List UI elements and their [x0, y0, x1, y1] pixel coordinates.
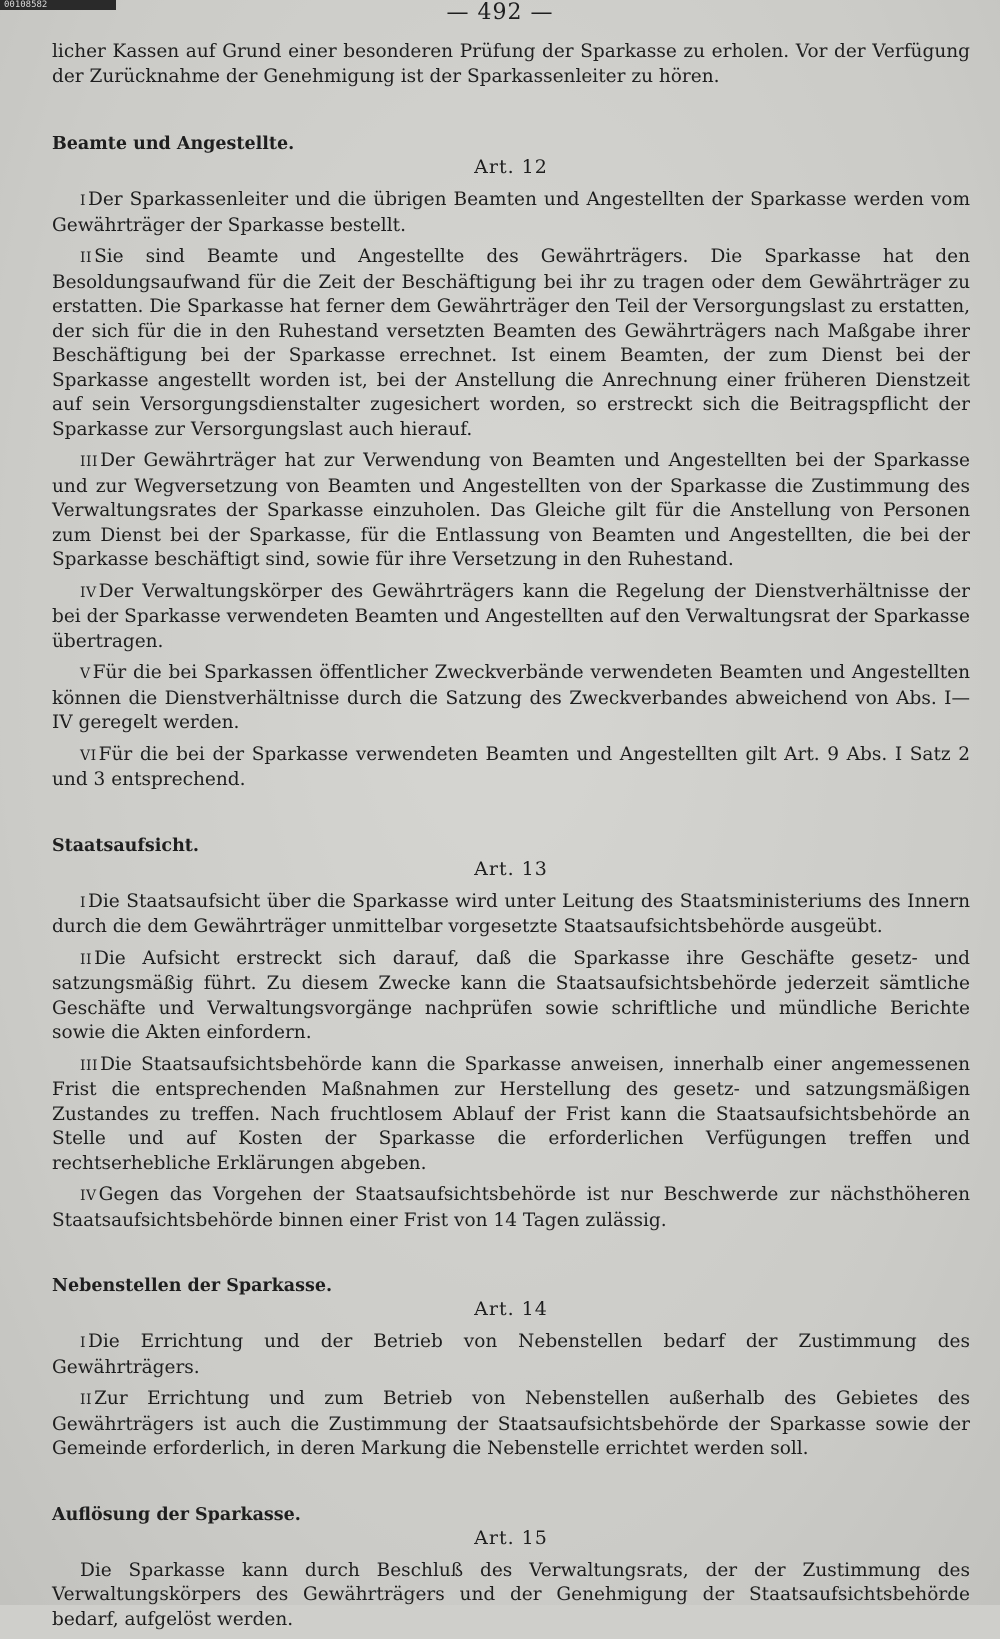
article-number: Art. 13: [474, 857, 548, 880]
intro-paragraph: licher Kassen auf Grund einer besonderen Prüfung der Sparkasse zu erholen. Vor der Verfügung der Zurücknahme der Genehmigung ist der Sparkassenleiter zu hören.: [52, 41, 970, 87]
article-paragraph: [52, 245, 970, 442]
section: [52, 1504, 970, 1633]
article-paragraph: [52, 1559, 970, 1633]
paragraph-number: VI: [80, 747, 97, 764]
section: [52, 1275, 970, 1462]
paragraph-number: IV: [80, 1188, 97, 1204]
paragraph-number: III: [80, 454, 99, 470]
paragraph-text: Die Staatsaufsichtsbehörde kann die Sparkasse anweisen, innerhalb einer angemessenen Frist die entsprechenden Maßnahmen zur Herstellung des gesetz- und satzungsmäßigen Zustandes zu treffen. Nach fruchtlosem Ablauf der Frist kann die Staatsaufsichtsbehörde an Stelle und auf Kosten der Sparkasse die erforderlichen Verfügungen treffen und rechtserhebliche Erklärungen abgeben.: [52, 1053, 970, 1174]
paragraph-text: Für die bei der Sparkasse verwendeten Beamten und Angestellten gilt Art. 9 Abs. I Satz 2 und 3 entsprechend.: [52, 743, 970, 790]
section-heading: Nebenstellen der Sparkasse.: [52, 1276, 333, 1296]
paragraph-number: V: [80, 666, 91, 682]
section: [52, 133, 970, 793]
paragraph-text: Die Sparkasse kann durch Beschluß des Verwaltungsrats, der der Zustimmung des Verwaltungskörpers des Gewährträgers und der Genehmigung der Staatsaufsichtsbehörde bedarf, aufgelöst werden.: [52, 1559, 970, 1630]
section-heading: Beamte und Angestellte.: [52, 134, 295, 154]
page-content: [52, 40, 970, 1639]
paragraph-text: Sie sind Beamte und Angestellte des Gewährträgers. Die Sparkasse hat den Besoldungsaufwand für die Zeit der Beschäftigung bei ihr zu tragen oder dem Gewährträger zu erstatten. Die Sparkasse hat ferner dem Gewährträger den Teil der Versorgungslast zu erstatten, der sich für die in den Ruhestand versetzten Beamten des Gewährträgers nach Maßgabe ihrer Beschäftigung bei der Sparkasse errechnet. Ist einem Beamten, der zum Dienst bei der Sparkasse angestellt worden ist, bei der Anstellung die Anrechnung einer früheren Dienstzeit auf sein Versorgungsdienstalter zugesichert worden, so erstreckt sich die Beitragspflicht der Sparkasse zur Versorgungslast auch hierauf.: [52, 246, 970, 440]
paragraph-text: Für die bei Sparkassen öffentlicher Zweckverbände verwendeten Beamten und Angestellten können die Dienstverhältnisse durch die Satzung des Zweckverbandes abweichend von Abs. I—IV geregelt werden.: [52, 662, 970, 733]
article-paragraph: [52, 449, 970, 573]
article-number: Art. 14: [474, 1298, 548, 1320]
paragraph-number: III: [80, 1057, 99, 1074]
page-number: — 492 —: [446, 0, 554, 25]
paragraph-text: Die Aufsicht erstreckt sich darauf, daß die Sparkasse ihre Geschäfte gesetz- und satzungsmäßig führt. Zu diesem Zwecke kann die Staatsaufsichtsbehörde jederzeit sämtliche Geschäfte und Verwaltungsvorgänge nachprüfen sowie schriftliche und mündliche Berichte sowie die Akten einfordern.: [52, 947, 970, 1043]
article-paragraph: [52, 580, 970, 655]
paragraph-text: Gegen das Vorgehen der Staatsaufsichtsbehörde ist nur Beschwerde zur nächsthöheren Staatsaufsichtsbehörde binnen einer Frist von 14 Tagen zulässig.: [52, 1184, 970, 1231]
paragraph-text: Der Sparkassenleiter und die übrigen Beamten und Angestellten der Sparkasse werden vom Gewährträger der Sparkasse bestellt.: [52, 189, 970, 236]
section-heading: Auflösung der Sparkasse.: [52, 1504, 301, 1525]
paragraph-number: II: [80, 951, 93, 968]
paragraph-number: I: [80, 193, 87, 209]
paragraph-number: I: [80, 894, 87, 911]
corner-stamp: 00108582: [0, 0, 116, 10]
paragraph-number: IV: [80, 584, 97, 601]
paragraph-text: Die Errichtung und der Betrieb von Nebenstellen bedarf der Zustimmung des Gewährträgers.: [52, 1331, 970, 1378]
paragraph-number: II: [80, 250, 93, 266]
article-paragraph: [52, 743, 970, 793]
article-paragraph: [52, 1053, 970, 1177]
article-paragraph: [52, 188, 970, 238]
paragraph-text: Der Gewährträger hat zur Verwendung von Beamten und Angestellten bei der Sparkasse und zur Wegversetzung von Beamten und Angestellten von der Sparkasse die Zustimmung des Verwaltungsrates der Sparkasse einzuholen. Das Gleiche gilt für die Anstellung von Personen zum Dienst bei der Sparkasse, für die Entlassung von Beamten und Angestellten, die bei der Sparkasse beschäftigt sind, sowie für ihre Versetzung in den Ruhestand.: [52, 450, 970, 570]
article-paragraph: [52, 1330, 970, 1380]
paragraph-text: Der Verwaltungskörper des Gewährträgers kann die Regelung der Dienstverhältnisse der bei der Sparkasse verwendeten Beamten und Angestellten auf den Verwaltungsrat der Sparkasse übertragen.: [52, 580, 970, 652]
article-paragraph: [52, 1183, 970, 1233]
sections-container: [52, 133, 970, 1632]
article-paragraph: [52, 1387, 970, 1462]
section: [52, 835, 970, 1234]
article-number: Art. 15: [474, 1526, 548, 1549]
section-heading: Staatsaufsicht.: [52, 835, 199, 856]
article-paragraph: [52, 947, 970, 1046]
article-paragraph: [52, 661, 970, 736]
paragraph-number: I: [80, 1335, 87, 1351]
article-paragraph: [52, 890, 970, 940]
paragraph-text: Die Staatsaufsicht über die Sparkasse wird unter Leitung des Staatsministeriums des Innern durch die dem Gewährträger unmittelbar vorgesetzte Staatsaufsichtsbehörde ausgeübt.: [52, 890, 970, 937]
paragraph-number: II: [80, 1392, 93, 1408]
article-number: Art. 12: [474, 156, 548, 178]
paragraph-text: Zur Errichtung und zum Betrieb von Nebenstellen außerhalb des Gebietes des Gewährträgers ist auch die Zustimmung der Staatsaufsichtsbehörde der Sparkasse sowie der Gemeinde erforderlich, in deren Markung die Nebenstelle errichtet werden soll.: [52, 1388, 970, 1459]
